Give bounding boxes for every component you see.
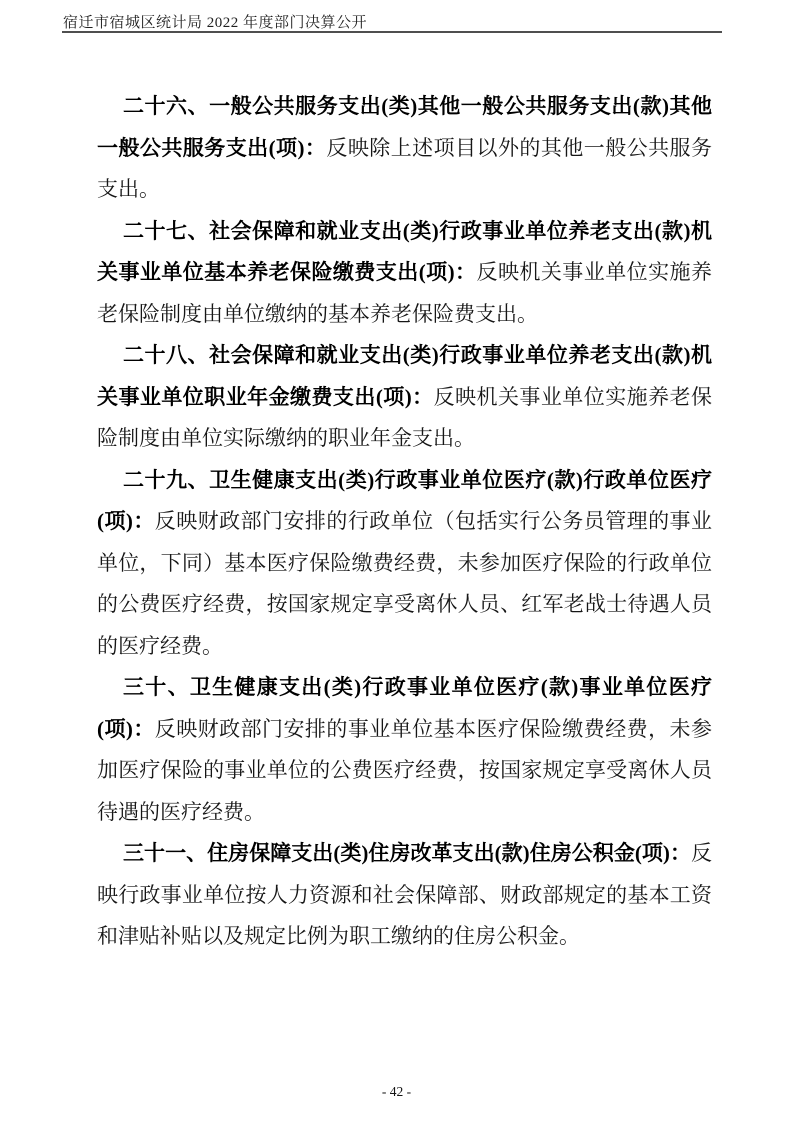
- paragraph-30: [97, 667, 712, 833]
- paragraph-26: [97, 86, 712, 211]
- paragraph-27-text: 反映机关事业单位实施养老保险制度由单位缴纳的基本养老保险费支出。: [97, 260, 712, 326]
- paragraph-27-heading: 二十七、社会保障和就业支出(类)行政事业单位养老支出(款)机关事业单位基本养老保险缴费支出(项)：: [97, 218, 712, 284]
- paragraph-31: [97, 833, 712, 958]
- paragraph-31-heading: 三十一、住房保障支出(类)住房改革支出(款)住房公积金(项)：: [123, 841, 691, 865]
- paragraph-26-text: 反映除上述项目以外的其他一般公共服务支出。: [97, 135, 712, 201]
- paragraph-31-text: 反映行政事业单位按人力资源和社会保障部、财政部规定的基本工资和津贴补贴以及规定比例为职工缴纳的住房公积金。: [97, 841, 712, 948]
- paragraph-27: [97, 211, 712, 336]
- paragraph-28-text: 反映机关事业单位实施养老保险制度由单位实际缴纳的职业年金支出。: [97, 384, 712, 450]
- paragraph-26-heading: 二十六、一般公共服务支出(类)其他一般公共服务支出(款)其他一般公共服务支出(项)：: [97, 94, 712, 160]
- header-divider: [62, 31, 722, 33]
- paragraph-30-heading: 三十、卫生健康支出(类)行政事业单位医疗(款)事业单位医疗(项)：: [97, 675, 712, 741]
- paragraph-28: [97, 335, 712, 460]
- document-body: [97, 86, 712, 958]
- paragraph-29-text: 反映财政部门安排的行政单位（包括实行公务员管理的事业单位，下同）基本医疗保险缴费经费，未参加医疗保险的行政单位的公费医疗经费，按国家规定享受离休人员、红军老战士待遇人员的医疗经费。: [97, 509, 712, 658]
- paragraph-29-heading: 二十九、卫生健康支出(类)行政事业单位医疗(款)行政单位医疗(项)：: [97, 467, 712, 533]
- paragraph-28-heading: 二十八、社会保障和就业支出(类)行政事业单位养老支出(款)机关事业单位职业年金缴费支出(项)：: [97, 343, 712, 409]
- page-header-title: 宿迁市宿城区统计局 2022 年度部门决算公开: [63, 15, 368, 31]
- page-number: - 42 -: [381, 1084, 412, 1099]
- paragraph-30-text: 反映财政部门安排的事业单位基本医疗保险缴费经费，未参加医疗保险的事业单位的公费医疗经费，按国家规定享受离休人员待遇的医疗经费。: [97, 716, 712, 824]
- paragraph-29: [97, 460, 712, 668]
